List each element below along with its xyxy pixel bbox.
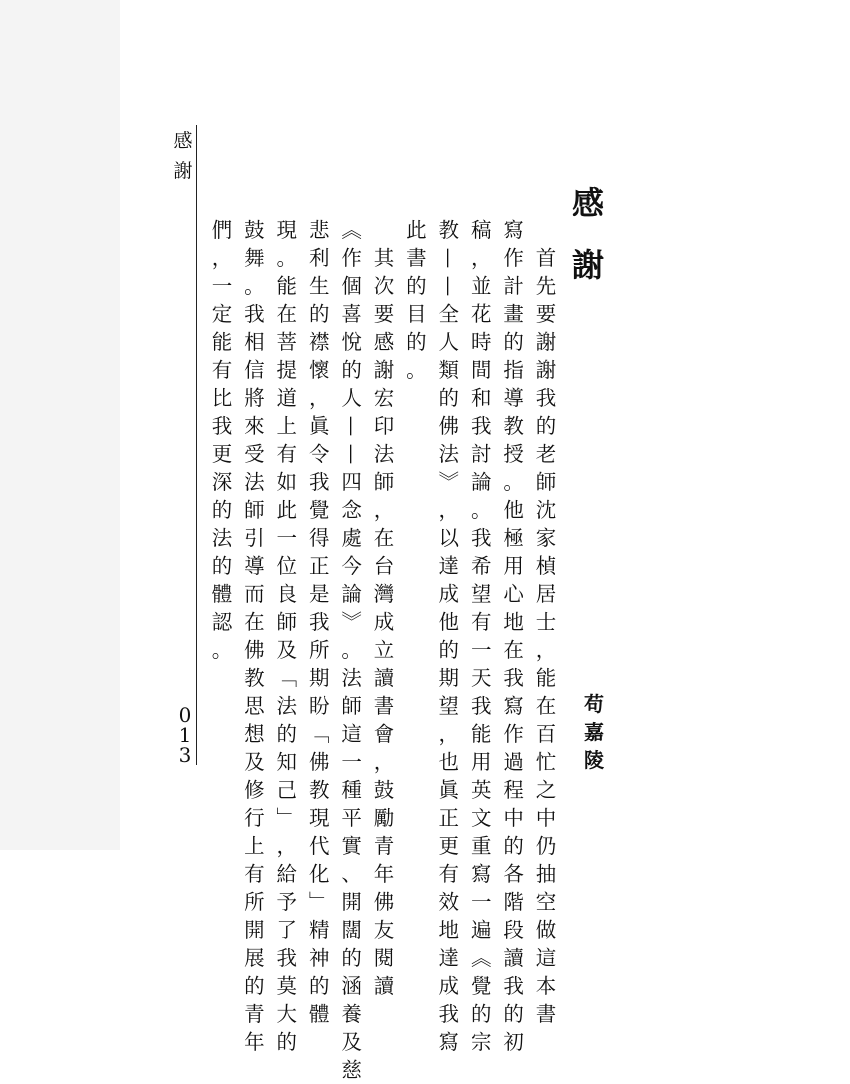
text-column: 們 ， 一 定 能 有 比 我 更 深 的 法 的 體 認 。 — [211, 218, 233, 662]
author-signature: 苟 嘉 陵 — [584, 692, 604, 772]
text-column: 現 。 能 在 菩 提 道 上 有 如 此 一 位 良 師 及 ﹁ 法 的 知 己 ﹂ ， 給 予 了 我 莫 大 的 — [276, 218, 298, 1054]
running-head: 感 謝 — [173, 130, 193, 182]
text-column: 寫 作 計 畫 的 指 導 教 授 。 他 極 用 心 地 在 我 寫 作 過 程 中 的 各 階 段 讀 我 的 初 — [503, 218, 524, 1054]
text-column: 此 書 的 目 的 。 — [406, 218, 427, 382]
text-column: 稿 ， 並 花 時 間 和 我 討 論 。 我 希 望 有 一 天 我 能 用 英 文 重 寫 一 遍 ︽ 覺 的 宗 — [470, 218, 492, 1054]
page-margin-shade — [0, 0, 120, 850]
text-column: 其 次 要 感 謝 宏 印 法 師 ， 在 台 灣 成 立 讀 書 會 ， 鼓 勵 青 年 佛 友 閱 讀 — [373, 246, 395, 998]
text-column: 悲 利 生 的 襟 懷 ， 眞 令 我 覺 得 正 是 我 所 期 盼 ﹁ 佛 教 現 代 化 ﹂ 精 神 的 體 — [308, 218, 330, 1026]
text-column: 首 先 要 謝 謝 我 的 老 師 沈 家 楨 居 士 ， 能 在 百 忙 之 中 仍 抽 空 做 這 本 書 — [535, 246, 557, 1026]
chapter-title: 感 謝 — [571, 184, 604, 284]
text-column: 鼓 舞 。 我 相 信 將 來 受 法 師 引 導 而 在 佛 教 思 想 及 修 行 上 有 所 開 展 的 青 年 — [244, 218, 265, 1054]
margin-rule — [196, 125, 197, 765]
text-column: 教 — — 全 人 類 的 佛 法 ︾ ， 以 達 成 他 的 期 望 ， 也 眞 正 更 有 效 地 達 成 我 寫 — [436, 218, 461, 1054]
text-column: ︽ 作 個 喜 悅 的 人 — — 四 念 處 今 論 ︾ 。 法 師 這 一 種 平 實 、 開 闊 的 涵 養 及 慈 — [339, 218, 364, 1082]
page-number: 0 1 3 — [178, 703, 192, 767]
